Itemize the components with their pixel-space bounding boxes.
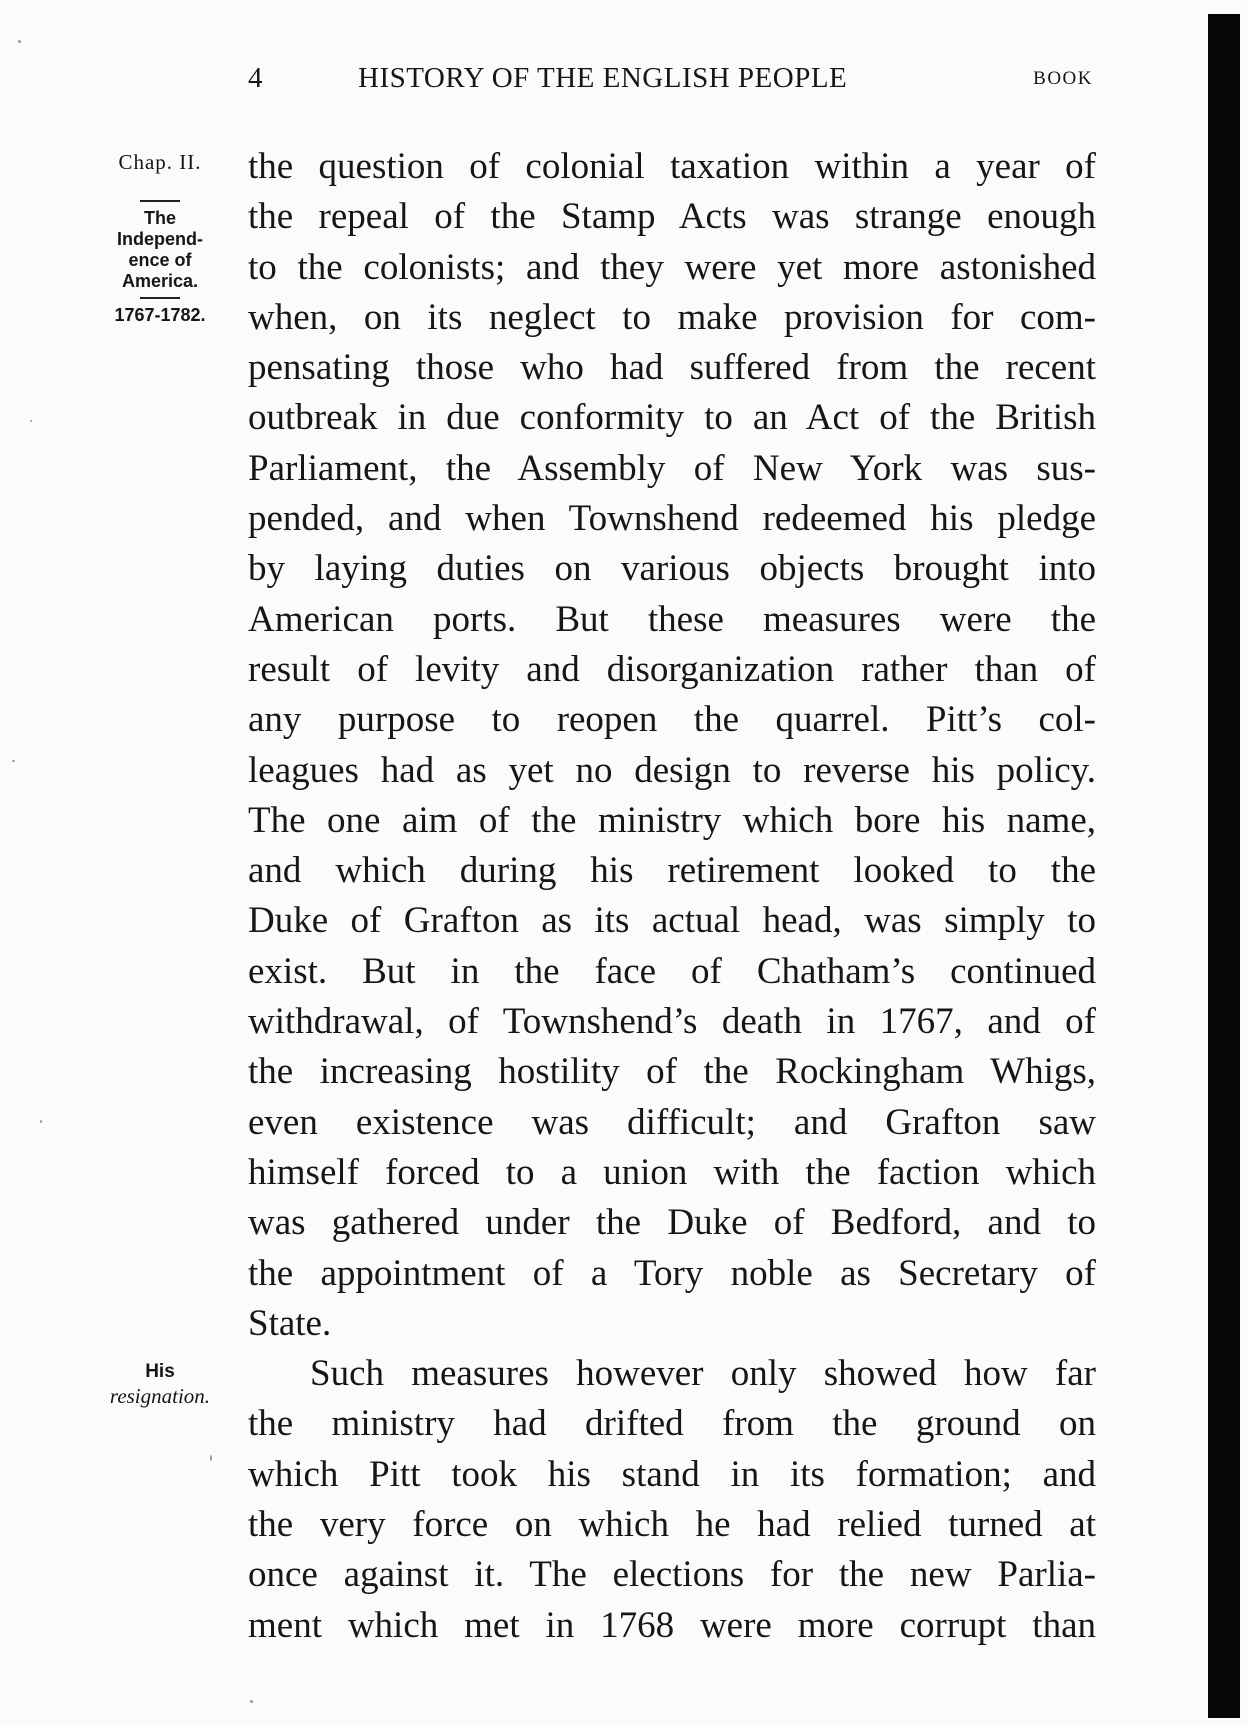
paragraph-1 (248, 142, 1096, 1349)
text-line: the increasing hostility of the Rockingham Whigs, (248, 1051, 1096, 1093)
margin-rule-top (140, 200, 180, 202)
text-line: any purpose to reopen the quarrel. Pitt’s col- (248, 699, 1096, 741)
scan-speck (250, 1700, 253, 1703)
text-line: leagues had as yet no design to reverse his policy. (248, 749, 1096, 791)
resignation-note-line: His (145, 1361, 175, 1382)
resignation-note-line: resignation. (109, 1384, 211, 1408)
text-line: himself forced to a union with the faction which (248, 1151, 1096, 1193)
scan-speck (40, 1120, 42, 1123)
chapter-label: Chap. II. (118, 150, 202, 174)
text-line: Duke of Grafton as its actual head, was simply to (248, 900, 1096, 942)
text-line: exist. But in the face of Chatham’s continued (248, 950, 1096, 992)
text-line: even existence was difficult; and Grafton saw (248, 1101, 1096, 1143)
scan-speck (210, 1455, 212, 1461)
section-title-line: The (143, 208, 176, 228)
text-line: which Pitt took his stand in its formation; and (248, 1453, 1096, 1495)
text-line: the ministry had drifted from the ground on (248, 1403, 1096, 1445)
text-line: Parliament, the Assembly of New York was sus- (248, 447, 1096, 489)
section-title-line: Independ- (117, 229, 203, 249)
margin-section-note (90, 195, 230, 326)
margin-resignation-note (90, 1360, 230, 1408)
text-line: to the colonists; and they were yet more astonished (248, 246, 1096, 288)
text-line: was gathered under the Duke of Bedford, and to (248, 1202, 1096, 1244)
text-line: the repeal of the Stamp Acts was strange enough (248, 196, 1096, 238)
section-title-line: ence of (128, 250, 192, 270)
scan-edge-shadow (1208, 14, 1240, 1718)
text-line: pensating those who had suffered from the recent (248, 347, 1096, 389)
text-line: withdrawal, of Townshend’s death in 1767, and of (248, 1001, 1096, 1043)
text-line: Such measures however only showed how far (310, 1353, 1096, 1395)
text-line: State. (248, 1302, 332, 1344)
paragraph-2 (248, 1349, 1096, 1651)
text-line: when, on its neglect to make provision for com- (248, 296, 1096, 338)
text-line: by laying duties on various objects brought into (248, 548, 1096, 590)
margin-chapter (90, 150, 230, 175)
text-line: and which during his retirement looked to the (248, 850, 1096, 892)
text-line: the very force on which he had relied turned at (248, 1504, 1096, 1546)
running-title: HISTORY OF THE ENGLISH PEOPLE (358, 62, 848, 94)
scan-speck (18, 40, 21, 43)
body-text (248, 142, 1096, 1651)
scan-speck (12, 760, 15, 762)
scan-speck (30, 420, 32, 422)
text-line: once against it. The elections for the new Parlia- (248, 1554, 1096, 1596)
text-line: pended, and when Townshend redeemed his pledge (248, 498, 1096, 540)
running-book-label: BOOK (1033, 68, 1093, 89)
text-line: the appointment of a Tory noble as Secretary of (248, 1252, 1096, 1294)
page-number: 4 (248, 62, 263, 94)
margin-rule-bottom (140, 297, 180, 299)
text-line: result of levity and disorganization rather than of (248, 648, 1096, 690)
running-head (248, 62, 1093, 102)
section-years: 1767-1782. (114, 305, 206, 325)
text-line: American ports. But these measures were the (248, 598, 1096, 640)
text-line: The one aim of the ministry which bore his name, (248, 799, 1096, 841)
text-line: outbreak in due conformity to an Act of the British (248, 397, 1096, 439)
text-line: the question of colonial taxation within a year of (248, 146, 1096, 187)
text-line: ment which met in 1768 were more corrupt than (248, 1604, 1096, 1646)
section-title-line: America. (121, 271, 199, 291)
